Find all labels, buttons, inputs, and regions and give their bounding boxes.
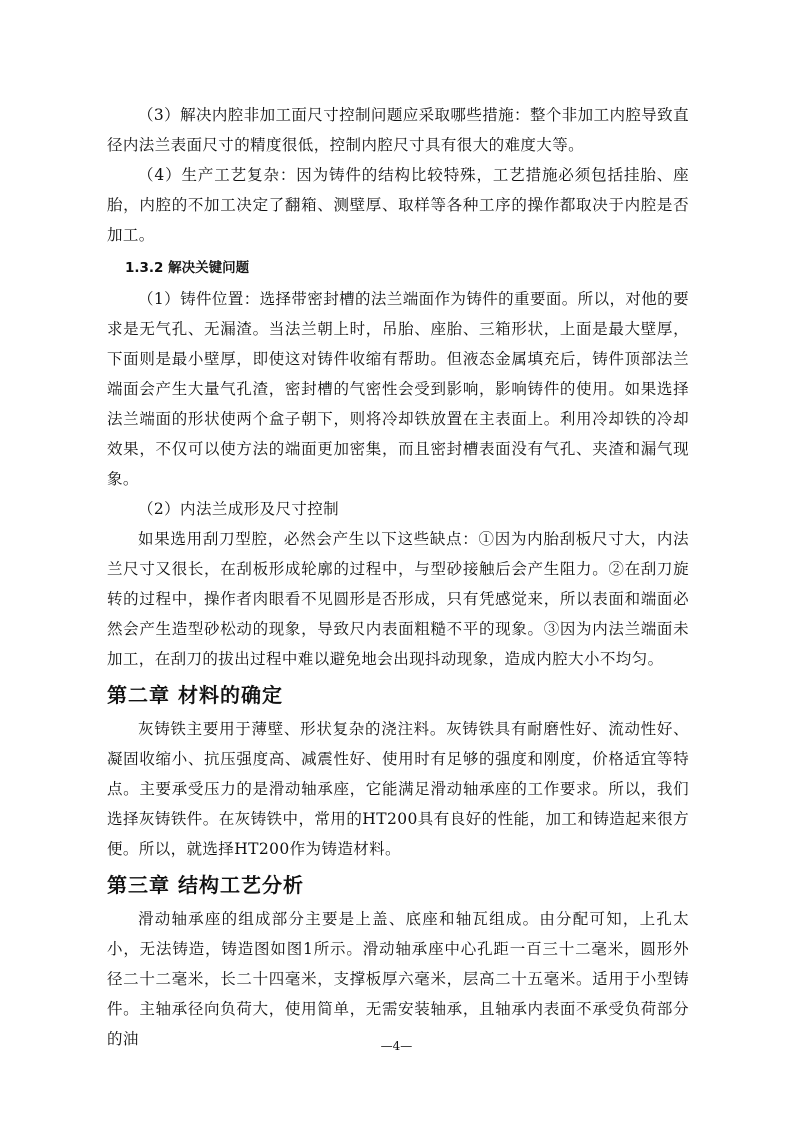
paragraph-item-4: （4）生产工艺复杂：因为铸件的结构比较特殊，工艺措施必须包括挂胎、座胎，内腔的不加工决定了翻箱、测壁厚、取样等各种工序的操作都取决于内腔是否加工。 [107, 166, 689, 244]
chapter-3-title: 第三章 结构工艺分析 [107, 873, 304, 897]
paragraph-structure: 滑动轴承座的组成部分主要是上盖、底座和轴瓦组成。由分配可知，上孔太小，无法铸造，铸造图如图1所示。滑动轴承座中心孔距一百三十二毫米，圆形外径二十二毫米，长二十四毫米，支撑板厚六毫米，层高二十五毫米。适用于小型铸件。主轴承径向负荷大，使用简单，无需安装轴承，且轴承内表面不承受负荷部分的油 [107, 910, 689, 1048]
paragraph-casting-position: （1）铸件位置：选择带密封槽的法兰端面作为铸件的重要面。所以，对他的要求是无气孔、无漏渣。当法兰朝上时，吊胎、座胎、三箱形状，上面是最大壁厚，下面则是最小壁厚，即使这对铸件收缩有帮助。但液态金属填充后，铸件顶部法兰端面会产生大量气孔渣，密封槽的气密性会受到影响，影响铸件的使用。如果选择法兰端面的形状使两个盒子朝下，则将冷却铁放置在主表面上。利用冷却铁的冷却效果，不仅可以使方法的端面更加密集，而且密封槽表面没有气孔、夹渣和漏气现象。 [107, 290, 689, 488]
paragraph-material: 灰铸铁主要用于薄壁、形状复杂的浇注料。灰铸铁具有耐磨性好、流动性好、凝固收缩小、抗压强度高、减震性好、使用时有足够的强度和刚度，价格适宜等特点。主要承受压力的是滑动轴承座，它能满足滑动轴承座的工作要求。所以，我们选择灰铸铁件。在灰铸铁中，常用的HT200具有良好的性能，加工和铸造起来很方便。所以，就选择HT200作为铸造材料。 [107, 720, 689, 858]
paragraph-item-3: （3）解决内腔非加工面尺寸控制问题应采取哪些措施：整个非加工内腔导致直径内法兰表面尺寸的精度很低，控制内腔尺寸具有很大的难度大等。 [107, 106, 689, 154]
page-number: —4— [380, 1039, 413, 1053]
section-heading-1-3-2: 1.3.2 解决关键问题 [125, 260, 250, 276]
chapter-2-title: 第二章 材料的确定 [107, 683, 283, 707]
page-content [107, 100, 689, 1054]
paragraph-inner-flange: 如果选用刮刀型腔，必然会产生以下这些缺点：①因为内胎刮板尺寸大，内法兰尺寸又很长，在刮板形成轮廓的过程中，与型砂接触后会产生阻力。②在刮刀旋转的过程中，操作者肉眼看不见圆形是否形成，只有凭感觉来，所以表面和端面必然会产生造型砂松动的现象，导致尺内表面粗糙不平的现象。③因为内法兰端面未加工，在刮刀的拔出过程中难以避免地会出现抖动现象，造成内腔大小不均匀。 [107, 530, 689, 668]
paragraph-inner-flange-title: （2）内法兰成形及尺寸控制 [138, 500, 340, 518]
